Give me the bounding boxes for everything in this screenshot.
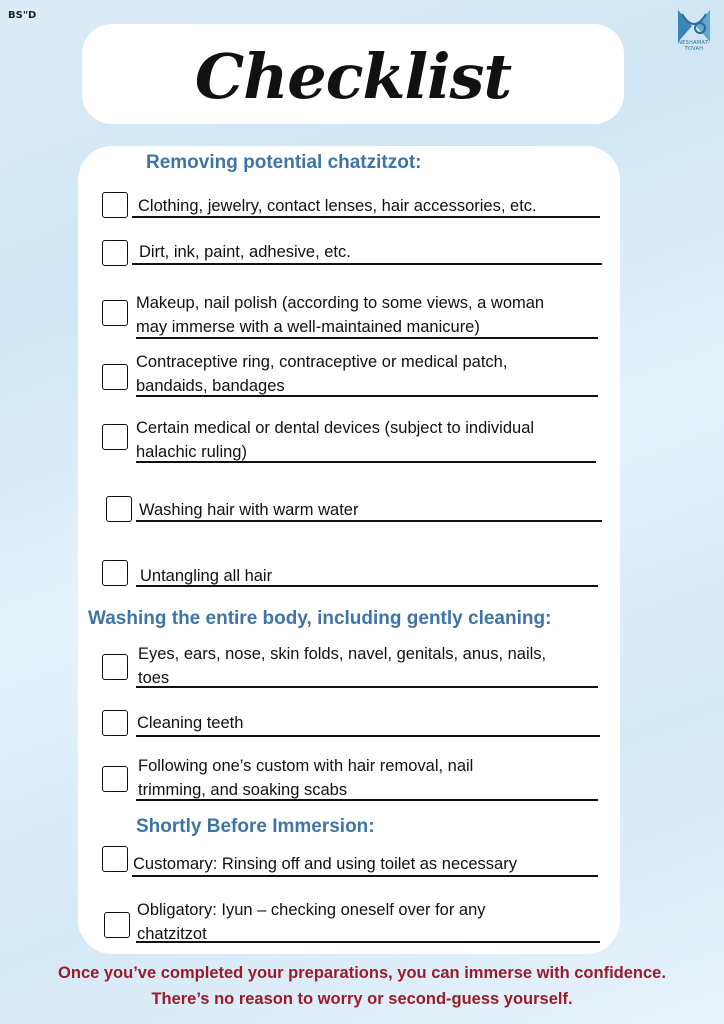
item-underline [136,461,596,463]
checkbox-cleaning-teeth[interactable] [102,710,128,736]
item-label: Obligatory: Iyun – checking oneself over for any chatzitzot [137,901,486,943]
footer-message [0,960,724,1012]
item-underline [136,735,600,737]
page-title: Checklist [194,40,512,113]
item-label: Contraceptive ring, contraceptive or medical patch, bandaids, bandages [136,353,508,395]
item-underline [132,875,598,877]
item-underline [136,585,598,587]
item-label: Clothing, jewelry, contact lenses, hair accessories, etc. [138,197,537,215]
checkbox-eyes-ears[interactable] [102,654,128,680]
item-label: Washing hair with warm water [139,501,359,519]
checkbox-dirt[interactable] [102,240,128,266]
item-label: Customary: Rinsing off and using toilet as necessary [133,855,517,873]
item-label: Cleaning teeth [137,714,244,732]
section-heading-washing: Washing the entire body, including gently cleaning: [88,608,552,629]
checkbox-hair-removal[interactable] [102,766,128,792]
item-label: Eyes, ears, nose, skin folds, navel, genitals, anus, nails, toes [138,645,547,687]
footer-line-1: Once you’ve completed your preparations, you can immerse with confidence. [58,964,666,982]
item-label: Dirt, ink, paint, adhesive, etc. [139,243,351,261]
item-underline [136,520,602,522]
checkbox-contraceptive[interactable] [102,364,128,390]
title-card [82,24,624,124]
checkbox-iyun[interactable] [104,912,130,938]
item-label: Untangling all hair [140,567,273,585]
checkbox-rinsing-off[interactable] [102,846,128,872]
checkbox-clothing[interactable] [102,192,128,218]
bsd-label: BS"D [8,10,37,21]
checkbox-medical-devices[interactable] [102,424,128,450]
logo-text: NESHAMAT-TOVAH [678,40,710,52]
item-underline [136,941,600,943]
item-underline [136,337,598,339]
item-label: Following one’s custom with hair removal, nail trimming, and soaking scabs [138,757,474,799]
section-heading-removing: Removing potential chatzitzot: [146,152,422,173]
item-underline [136,686,598,688]
item-underline [136,799,598,801]
item-underline [132,263,602,265]
item-label: Makeup, nail polish (according to some views, a woman may immerse with a well-maintained manicure) [136,294,545,336]
checkbox-washing-hair[interactable] [106,496,132,522]
section-heading-before-immersion: Shortly Before Immersion: [136,816,375,837]
checkbox-makeup[interactable] [102,300,128,326]
item-underline [132,216,600,218]
item-label: Certain medical or dental devices (subject to individual halachic ruling) [136,419,535,461]
checkbox-untangling-hair[interactable] [102,560,128,586]
footer-line-2: There’s no reason to worry or second-guess yourself. [151,990,573,1008]
item-underline [136,395,598,397]
